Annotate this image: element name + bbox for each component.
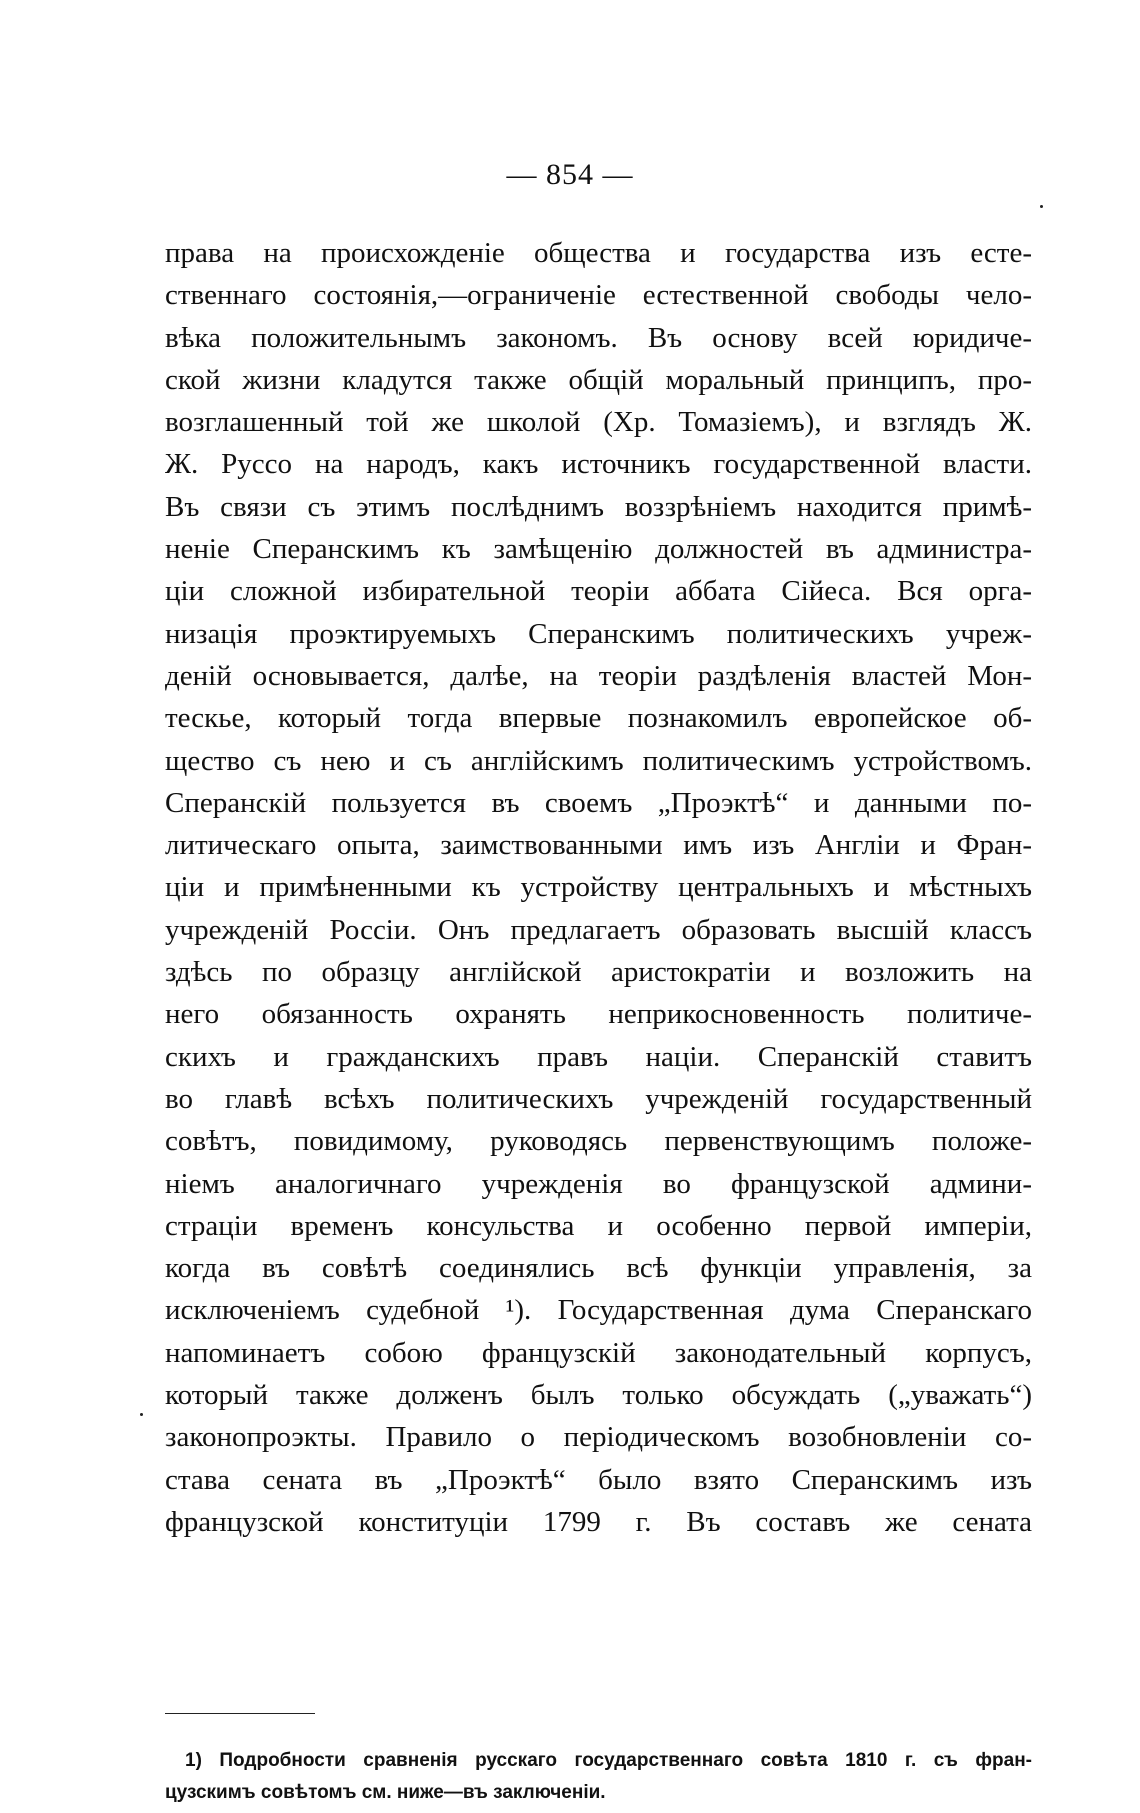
text-line: исключеніемъ судебной ¹). Государственная дума Сперанскаго bbox=[165, 1294, 1032, 1327]
print-speck bbox=[140, 1413, 143, 1416]
text-line: во главѣ всѣхъ политическихъ учрежденій государственный bbox=[165, 1082, 1032, 1115]
body-text bbox=[165, 232, 1032, 1543]
page-number: — 854 — bbox=[506, 158, 634, 191]
footnote-divider bbox=[165, 1713, 315, 1714]
text-line: неніе Сперанскимъ къ замѣщенію должностей въ администра- bbox=[165, 533, 1032, 566]
text-line: Въ связи съ этимъ послѣднимъ воззрѣніемъ находится примѣ- bbox=[165, 490, 1032, 523]
text-line: вѣка положительнымъ закономъ. Въ основу всей юридиче- bbox=[165, 321, 1032, 354]
text-line: деній основывается, далѣе, на теоріи раздѣленія властей Мон- bbox=[165, 659, 1032, 692]
text-line: него обязанность охранять неприкосновенность политиче- bbox=[165, 998, 1032, 1031]
text-line: совѣтъ, повидимому, руководясь первенствующимъ положе- bbox=[165, 1125, 1032, 1158]
text-line: скихъ и гражданскихъ правъ націи. Сперанскій ставитъ bbox=[165, 1040, 1032, 1073]
text-line: учрежденій Россіи. Онъ предлагаетъ образовать высшій классъ bbox=[165, 913, 1032, 946]
text-line: французской конституціи 1799 г. Въ составъ же сената bbox=[165, 1505, 1032, 1538]
text-line: который также долженъ былъ только обсуждать („уважать“) bbox=[165, 1379, 1032, 1412]
footnotes bbox=[165, 1745, 1032, 1809]
text-line: Сперанскій пользуется въ своемъ „Проэктѣ“ и данными по- bbox=[165, 786, 1032, 819]
text-line: законопроэкты. Правило о періодическомъ возобновленіи со- bbox=[165, 1421, 1032, 1454]
text-line: ціи и примѣненными къ устройству центральныхъ и мѣстныхъ bbox=[165, 871, 1032, 904]
print-speck bbox=[1040, 205, 1043, 208]
text-line: ственнаго состоянія,—ограниченіе естественной свободы чело- bbox=[165, 279, 1032, 312]
text-line: ніемъ аналогичнаго учрежденія во французской админи- bbox=[165, 1167, 1032, 1200]
text-line: низація проэктируемыхъ Сперанскимъ политическихъ учреж- bbox=[165, 617, 1032, 650]
text-line: ской жизни кладутся также общій моральный принципъ, про- bbox=[165, 363, 1032, 396]
text-line: щество съ нею и съ англійскимъ политическимъ устройствомъ. bbox=[165, 744, 1032, 777]
footnote-line: 1) Подробности сравненія русскаго государственнаго совѣта 1810 г. съ фран- bbox=[185, 1750, 1032, 1771]
text-line: когда въ совѣтѣ соединялись всѣ функціи управленія, за bbox=[165, 1252, 1032, 1285]
text-line: ціи сложной избирательной теоріи аббата Сійеса. Вся орга- bbox=[165, 575, 1032, 608]
text-line: тескье, который тогда впервые познакомилъ европейское об- bbox=[165, 702, 1032, 735]
text-line: страціи временъ консульства и особенно первой имперіи, bbox=[165, 1209, 1032, 1242]
text-line: напоминаетъ собою французскій законодательный корпусъ, bbox=[165, 1336, 1032, 1369]
text-line: здѣсь по образцу англійской аристократіи и возложить на bbox=[165, 956, 1032, 989]
text-line: права на происхожденіе общества и государства изъ есте- bbox=[165, 237, 1032, 269]
text-line: литическаго опыта, заимствованными имъ изъ Англіи и Фран- bbox=[165, 829, 1032, 862]
text-line: Ж. Руссо на народъ, какъ источникъ государственной власти. bbox=[165, 448, 1032, 481]
footnote-line: цузскимъ совѣтомъ см. ниже—въ заключеніи. bbox=[165, 1782, 606, 1803]
text-line: става сената въ „Проэктѣ“ было взято Сперанскимъ изъ bbox=[165, 1463, 1032, 1496]
text-line: возглашенный той же школой (Хр. Томазіемъ), и взглядъ Ж. bbox=[165, 406, 1032, 439]
